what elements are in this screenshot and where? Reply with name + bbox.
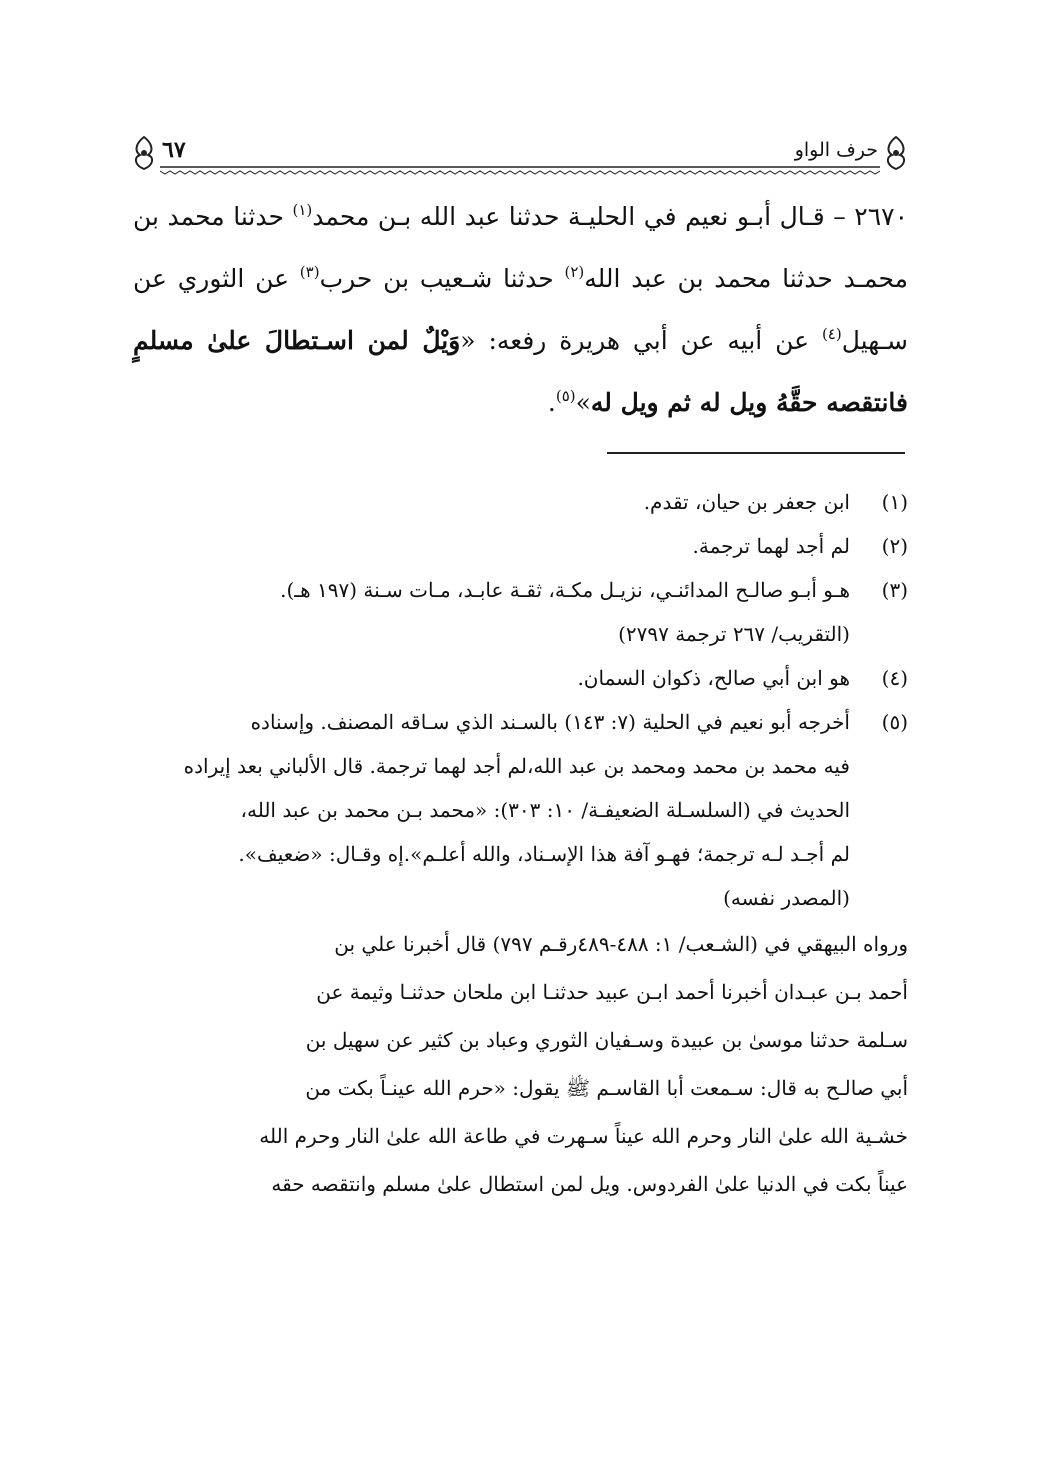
footnote [133,568,908,656]
continuation-line: ورواه البيهقي في (الشـعب/ ١: ٤٨٨-٤٨٩رقـم ٧٩٧) قال أخبرنا علي بن [334,932,908,956]
main-text [133,186,908,434]
footnote-ref: (٣) [299,263,320,281]
footnote-line: الحديث في (السلسـلة الضعيفـة/ ١٠: ٣٠٣): «محمد بـن محمد بن عبد الله، [240,798,850,822]
text-segment: عن الثوري عن سـهيل [133,264,908,355]
footnote-line: (المصدر نفسه) [723,886,850,910]
footnote-number: (٥) [881,710,908,734]
footnote-text [133,480,850,524]
footnote [133,480,908,524]
footnote-line: ابن جعفر بن حيان، تقدم. [643,490,850,514]
footnote [133,700,908,920]
footnote [133,524,908,568]
text-segment: حدثنا محمد بن محمـد حدثنا محمد بن عبد الله [133,202,908,293]
footnote [133,656,908,700]
footnote-line: (التقريب/ ٢٦٧ ترجمة ٢٧٩٧) [618,622,850,646]
footnote-line: هو ابن أبي صالح، ذكوان السمان. [577,666,850,690]
footnote-line: لم أجـد لـه ترجمة؛ فهـو آفة هذا الإسـناد، والله أعلـم».إه وقـال: «ضعيف». [238,842,850,866]
text-segment: عن أبيه عن أبي هريرة رفعه: « [460,326,822,355]
footnote-text [133,524,850,568]
footnote-text [133,568,850,656]
footnote-text [133,700,850,920]
hadith-paragraph [133,186,908,434]
ornament-left-icon [130,135,158,171]
footnote-line: أخرجه أبو نعيم في الحلية (٧: ١٤٣) بالسـند الذي سـاقه المصنف. وإسناده [250,710,850,734]
continuation-line: أبي صالـح به قال: سـمعت أبا القاسـم ﷺ يقول: «حرم الله عينـاً بكت من [305,1076,908,1100]
footnote-ref: (٢) [564,263,585,281]
continuation-line: سـلمة حدثنا موسىٰ بن عبيدة وسـفيان الثوري وعباد بن كثير عن سهيل بن [305,1028,908,1052]
chapter-title: حرف الواو [794,139,878,161]
ornament-right-icon [882,135,910,171]
footnote-separator [607,452,905,454]
footnote-line: لم أجد لهما ترجمة. [692,534,850,558]
continuation-line: أحمد بـن عبـدان أخبرنا أحمد ابـن عبيد حدثنـا ابن ملحان حدثنـا وثيمة عن [316,980,908,1004]
footnote-text [133,656,850,700]
footnote-ref: (٤) [821,325,842,343]
footnote-ref: (١) [292,201,313,219]
footnote-number: (١) [881,490,908,514]
footnote-line: فيه محمد بن محمد ومحمد بن عبد الله،لم أجد لهما ترجمة. قال الألباني بعد إيراده [183,754,850,778]
text-segment: » [575,388,591,417]
footnote-ref: (٥) [555,387,576,405]
continuation-line: عيناً بكت في الدنيا علىٰ الفردوس. ويل لمن استطال علىٰ مسلم وانتقصه حقه [271,1172,908,1196]
footnote-continuation [133,920,908,1208]
text-segment: . [547,388,556,417]
footnote-number: (٣) [881,578,908,602]
footnote-number: (٢) [881,534,908,558]
text-segment: حدثنا شـعيب بن حرب [319,264,565,293]
page-header [130,135,910,179]
text-segment: ٢٦٧٠ – قـال أبـو نعيم في الحليـة حدثنا عبد الله بـن محمد [312,202,908,231]
footnotes [133,480,908,1208]
footnote-line: هـو أبـو صالـح المدائنـي، نزيـل مكـة، ثقـة عابـد، مـات سـنة (١٩٧ هـ). [280,578,850,602]
hadith-text: وَيْلٌ لمن اسـتطالَ علىٰ مسلمٍ فانتقصه حقَّهُ ويل له ثم ويل له [133,326,908,417]
header-rule [160,165,880,175]
continuation-line: خشـية الله علىٰ النار وحرم الله عيناً سـهرت في طاعة الله علىٰ النار وحرم الله [259,1124,908,1148]
page-number: ٦٧ [162,137,186,163]
footnote-number: (٤) [881,666,908,690]
